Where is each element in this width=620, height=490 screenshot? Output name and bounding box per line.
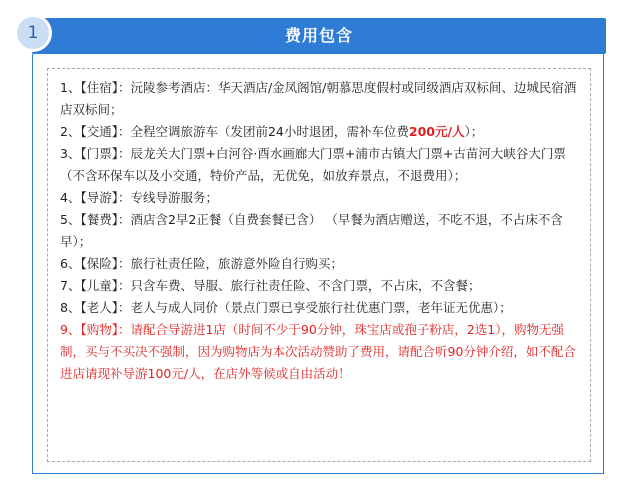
list-item-shopping: 9、【购物】：请配合导游进1店（时间不少于90分钟，珠宝店或孢子粉店，2选1），购物无强制，买与不买决不强制，因为购物店为本次活动赞助了费用，请配合听90分钟介绍，如不配合进店请现补导游100元/人，在店外等候或自由活动！ <box>60 322 576 381</box>
transport-text-end: ）； <box>464 124 484 139</box>
list-item-seniors: 8、【老人】：老人与成人同价（景点门票已享受旅行社优惠门票，老年证无优惠）； <box>60 300 512 315</box>
list-item-children: 7、【儿童】：只含车费、导服、旅行社责任险、不含门票，不占床，不含餐； <box>60 278 481 293</box>
list-item-guide: 4、【导游】：专线导游服务； <box>60 190 218 205</box>
list-item-tickets: 3、【门票】：辰龙关大门票+白河谷·酉水画廊大门票+浦市古镇大门票+古苗河大峡谷大门票（不含环保车以及小交通，特价产品，无优免，如放弃景点，不退费用）； <box>60 146 566 183</box>
dashed-content-box <box>47 68 591 462</box>
list-item-accommodation: 1、【住宿】：沅陵参考酒店：华天酒店/金凤阁馆/朝慕思度假村或同级酒店双标间、边城民宿酒店双标间； <box>60 80 577 117</box>
inclusion-list <box>60 77 578 385</box>
list-item-transport <box>60 121 578 143</box>
transport-fee-highlight: 200元/人 <box>408 124 465 139</box>
section-title: 费用包含 <box>284 26 353 45</box>
list-item-meals: 5、【餐费】：酒店含2早2正餐（自费套餐已含） （早餐为酒店赠送，不吃不退，不占床不含早）； <box>60 212 563 249</box>
section-body <box>32 54 604 474</box>
section-number-badge: 1 <box>14 14 52 52</box>
fee-inclusion-panel <box>14 14 606 478</box>
section-header <box>32 18 606 54</box>
list-item-insurance: 6、【保险】：旅行社责任险，旅游意外险自行购买； <box>60 256 343 271</box>
transport-text: 2、【交通】：全程空调旅游车（发团前24小时退团，需补车位费 <box>60 124 409 139</box>
